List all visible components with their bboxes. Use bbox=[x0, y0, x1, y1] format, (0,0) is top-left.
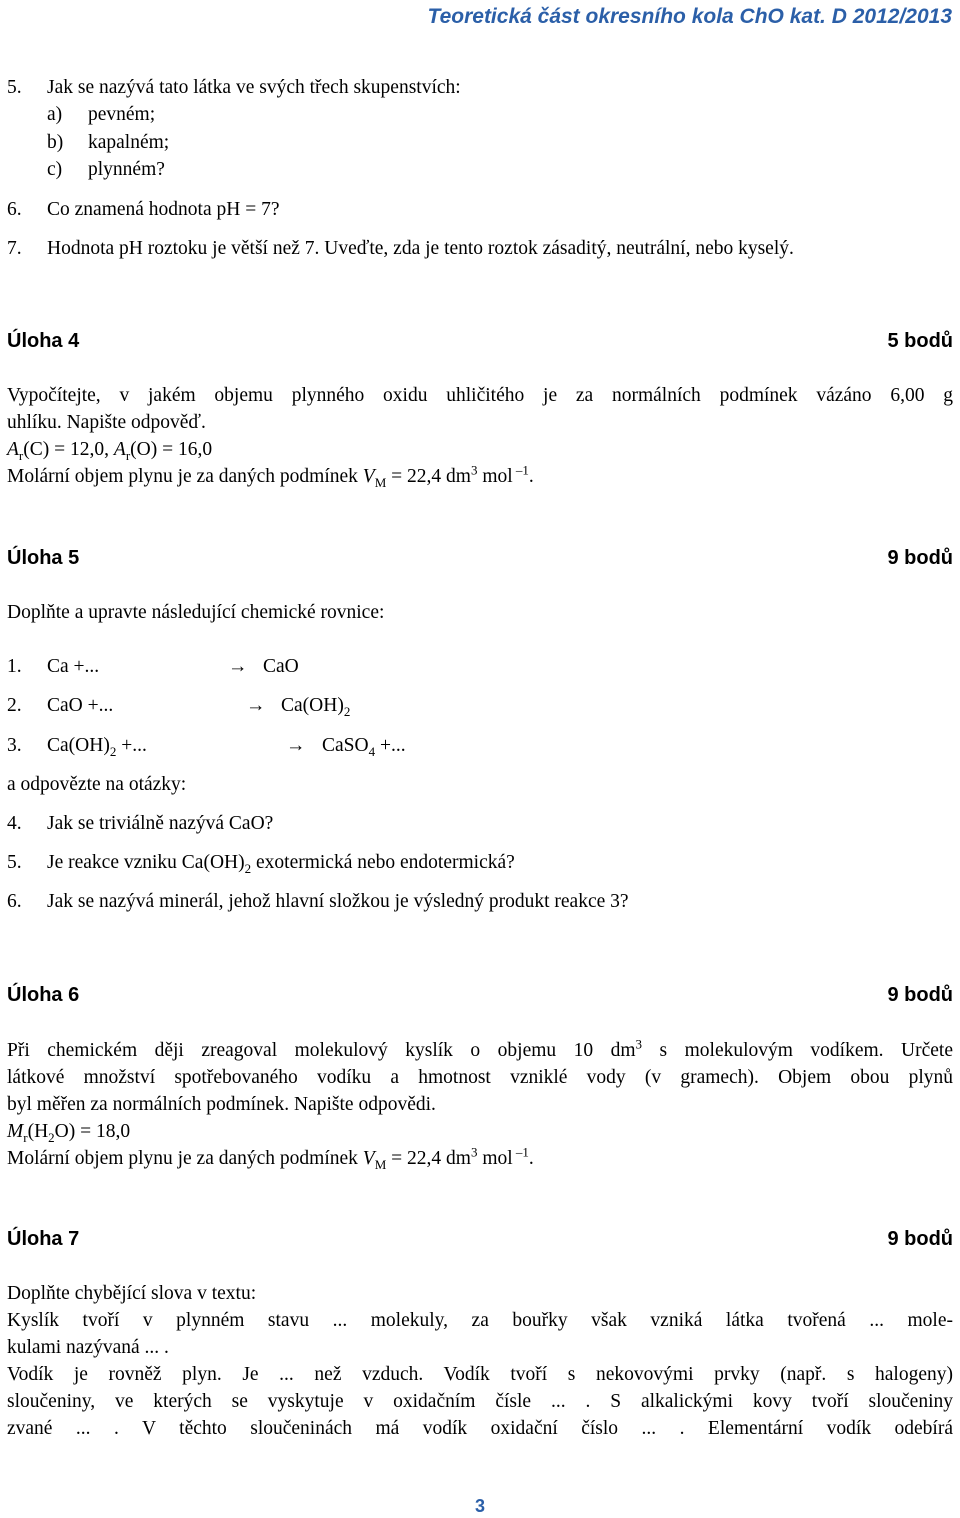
task-subintro: a odpovězte na otázky: bbox=[7, 774, 187, 795]
question-text: Jak se nazývá minerál, jehož hlavní složkou je výsledný produkt reakce 3? bbox=[47, 891, 629, 912]
item-letter: c) bbox=[47, 159, 63, 180]
question-text: Co znamená hodnota pH = 7? bbox=[47, 199, 280, 220]
paragraph-line: Vodík je rovněž plyn. Je ... než vzduch. Vodík tvoří s nekovovými prvky (např. s halogeny) bbox=[7, 1364, 953, 1385]
paragraph-line: Kyslík tvoří v plynném stavu ... molekuly, za bouřky však vzniká látka tvořená ... mole- bbox=[7, 1310, 953, 1331]
question-text: Jak se triviálně nazývá CaO? bbox=[47, 813, 274, 834]
equation-number: 1. bbox=[7, 656, 22, 677]
task-points: 9 bodů bbox=[887, 1228, 953, 1250]
paragraph-line: látkové množství spotřebovaného vodíku a hmotnost vzniklé vody (v gramech). Objem obou plynů bbox=[7, 1067, 953, 1088]
molar-mass-line: $M_r(H_2O) = 18,0$ bbox=[7, 1121, 131, 1145]
equation-number: 3. bbox=[7, 735, 22, 756]
equation-left: $Ca(OH)_2$ +... bbox=[47, 735, 147, 759]
equation-number: 2. bbox=[7, 695, 22, 716]
equation-right: $Ca(OH)_2$ bbox=[281, 695, 351, 719]
task-title: Úloha 5 bbox=[7, 547, 80, 569]
question-number: 6. bbox=[7, 891, 22, 912]
paragraph-line: uhlíku. Napište odpověď. bbox=[7, 412, 206, 433]
equation-left: CaO +... bbox=[47, 695, 114, 716]
question-text: Jak se nazývá tato látka ve svých třech skupenstvích: bbox=[47, 77, 461, 98]
paragraph-line: Při chemickém ději zreagoval molekulový kyslík o objemu 10 $dm^3$ s molekulovým vodíkem. Určete bbox=[7, 1036, 953, 1061]
question-number: 4. bbox=[7, 813, 22, 834]
atomic-mass-line: $A_r(C) = 12,0$, $A_r(O) = 16,0$ bbox=[7, 439, 213, 463]
paragraph-line: Vypočítejte, v jakém objemu plynného oxidu uhličitého je za normálních podmínek vázáno 6,00 g bbox=[7, 385, 953, 406]
task-intro: Doplňte a upravte následující chemické rovnice: bbox=[7, 602, 385, 623]
equation-right: CaO bbox=[263, 656, 299, 677]
reaction-arrow-icon: → bbox=[228, 656, 248, 677]
task-title: Úloha 7 bbox=[7, 1228, 80, 1250]
equation-right: CaSO$_4$ +... bbox=[322, 735, 406, 759]
paragraph-line: byl měřen za normálních podmínek. Napište odpovědi. bbox=[7, 1094, 436, 1115]
question-number: 6. bbox=[7, 199, 22, 220]
molar-volume-line: Molární objem plynu je za daných podmínek $V_M = 22,4$ $dm^3$ mol $^{-1}$. bbox=[7, 1144, 534, 1172]
task-title: Úloha 6 bbox=[7, 984, 80, 1006]
item-text: kapalném; bbox=[88, 132, 170, 153]
item-letter: a) bbox=[47, 104, 63, 125]
reaction-arrow-icon: → bbox=[286, 735, 306, 756]
page-number: 3 bbox=[474, 1496, 485, 1516]
question-number: 7. bbox=[7, 238, 22, 259]
task-intro: Doplňte chybějící slova v textu: bbox=[7, 1283, 257, 1304]
question-text: Hodnota pH roztoku je větší než 7. Uveďte, zda je tento roztok zásaditý, neutrální, nebo kyselý. bbox=[47, 238, 794, 259]
task-title: Úloha 4 bbox=[7, 330, 80, 352]
paragraph-line: kulami nazývaná ... . bbox=[7, 1337, 169, 1358]
paragraph-line: zvané ... . V těchto sloučeninách má vodík oxidační číslo ... . Elementární vodík odebírá bbox=[7, 1418, 953, 1439]
task-points: 5 bodů bbox=[887, 330, 953, 352]
task-points: 9 bodů bbox=[887, 547, 953, 569]
question-number: 5. bbox=[7, 77, 22, 98]
header-title: Teoretická část okresního kola ChO kat. D 2012/2013 bbox=[427, 5, 952, 28]
molar-volume-line: Molární objem plynu je za daných podmínek $V_M = 22,4$ $dm^3$ mol $^{-1}$. bbox=[7, 462, 534, 490]
paragraph-line: sloučeniny, ve kterých se vyskytuje v oxidačním čísle ... . S alkalickými kovy tvoří sloučeniny bbox=[7, 1391, 953, 1412]
question-text: Je reakce vzniku $Ca(OH)_2$ exotermická nebo endotermická? bbox=[47, 852, 515, 876]
item-text: plynném? bbox=[88, 159, 165, 180]
item-letter: b) bbox=[47, 132, 64, 153]
reaction-arrow-icon: → bbox=[246, 695, 266, 716]
question-number: 5. bbox=[7, 852, 22, 873]
equation-left: Ca +... bbox=[47, 656, 100, 677]
task-points: 9 bodů bbox=[887, 984, 953, 1006]
item-text: pevném; bbox=[88, 104, 156, 125]
